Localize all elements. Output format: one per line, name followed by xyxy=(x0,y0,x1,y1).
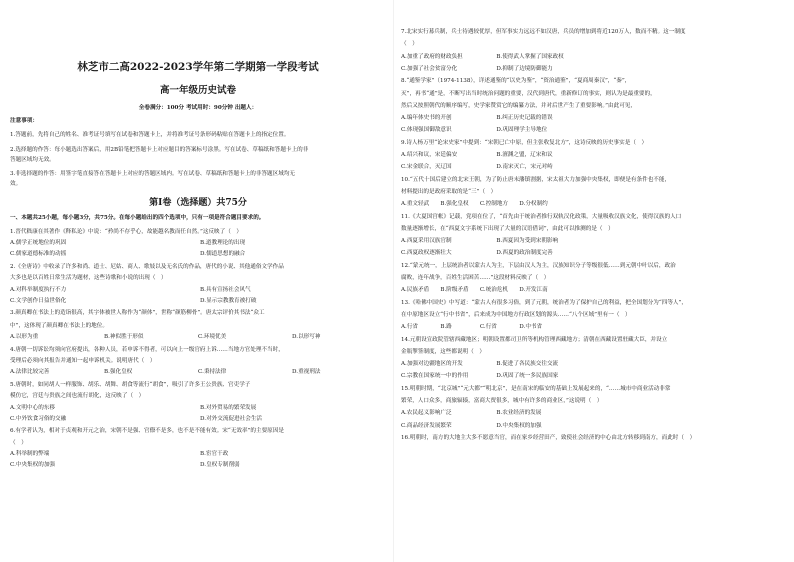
answer-option-row: C.宋金联合，灭辽国 D.南宋灭亡，宋元对峙 xyxy=(401,164,553,171)
answer-option: A.法律比较完善 xyxy=(10,369,50,376)
notice-item: 1.答题前，先将自己的姓名、准考证号填写在试卷和答题卡上，并将准考证号条形码粘贴在答题卡上的指定位置。 xyxy=(10,132,290,138)
question-stem: 数量逐渐增长，在“西夏文字系统下出现了大量的汉语借词”，由此可以推测的是（ ） xyxy=(401,225,614,232)
question-stem: 9.诗人杨万里“论宋史家”中提到：“宋朝已亡中原，但主张收复北方”，这诗反映的历史事实是（ ） xyxy=(401,139,648,146)
question-stem: 金瓶掣签制度，这些都说明（ ） xyxy=(401,348,485,355)
question-stem: （ ） xyxy=(401,41,418,48)
notice-item: 效。 xyxy=(10,181,22,187)
exam-meta: 全卷满分：100分 考试用时：90分钟 出题人： xyxy=(138,105,258,111)
question-stem: 1.晋代嵇康在其著作《释私论》中说：“矜尚不存乎心，故能越名教而任自然。”这反映了（ ） xyxy=(10,229,243,235)
notice-item: 3.非选择题的作答：用签字笔直接答在答题卡上对应的答题区域内。写在试卷、草稿纸和答题卡上的非答题区域均无 xyxy=(10,171,296,177)
answer-option-row: A.重文轻武 B.强化皇权 C.控制地方 D.分权制约 xyxy=(401,201,548,208)
answer-option-row: C.加强了社会贫富分化 D.抑制了边境防御能力 xyxy=(401,65,553,72)
question-stem: 腐败，连年战争，百姓生活困苦……”这段材料反映了（ ） xyxy=(401,275,550,281)
answer-option: C.秉持法律 xyxy=(198,369,227,376)
question-stem: 12.“蒙元统一，上层统治者以蒙古人为主，下层由汉人为主，汉族知识分子等级很低……到元朝中叶以后，政治 xyxy=(401,262,676,269)
exam-title: 林芝市二高2022-2023学年第二学期第一学段考试 xyxy=(77,61,319,73)
question-stem: 繁荣，人口众多，商旅辐辏，富商大贾很多，城中有许多的商业区，”这说明（ ） xyxy=(401,398,603,404)
answer-option-row: A.绍兴和议，宋廷偏安 B.澶渊之盟，辽宋和议 xyxy=(401,152,553,158)
question-stem: 在中原地区设立“行中书省”，后来成为中国地方行政区划的源头……“八个区域”里有一（ ） xyxy=(401,311,631,318)
section-heading: 第Ⅰ卷（选择题）共75分 xyxy=(149,198,247,208)
question-stem: 中”，这体现了颜真卿在书法上的地位。 xyxy=(10,323,108,330)
question-stem: 5.唐朝时，如同胡人一样服饰、胡乐、胡舞、胡食等流行“胡食”，吸引了许多王公贵族、官吏学子 xyxy=(10,382,251,389)
question-stem: 4.唐朝一切诉讼均须向官府提出，各种人员，若申诉不得者，可以向上一级官府上诉……当地方官处理不当时， xyxy=(10,347,284,353)
notice-item: 2.选择题的作答：每小题选出答案后，用2B铅笔把答题卡上对应题目的答案标号涂黑。写在试卷、草稿纸和答题卡上的非 xyxy=(10,147,309,153)
answer-option-row: C.西夏政权逐渐壮大 D.西夏的政治制度完善 xyxy=(401,250,553,257)
answer-option-row: A.加强对边疆地区的开发 B.促进了各民族交往交流 xyxy=(401,361,559,368)
question-stem: 11.《大夏国宫帐》记载，党项在位了，“首先由于统治者推行双轨汉化政策，大量吸收汉族文化，使得汉族的人口 xyxy=(401,213,682,220)
answer-option: D.以形写神 xyxy=(292,334,321,341)
question-stem: 16.明朝时，南方的大地主大多不愿意当官，而在家乡经营田产，致使社会经济的中心由北方转移到南方，而此时（ ） xyxy=(401,434,696,441)
answer-option: B.强化皇权 xyxy=(104,369,133,376)
question-stem: 13.《哈佛中国史》中写道：“蒙古人有很多习俗，到了元朝，统治者为了保护自己的利益，把全国划分为“四等人”， xyxy=(401,299,687,306)
answer-option-row: C.宗教在国家统一中的作用 D.巩固了统一多民族国家 xyxy=(401,373,559,380)
answer-option: C.环境优美 xyxy=(198,334,227,341)
answer-option: C.中央集权的加强 xyxy=(10,462,56,468)
notice-item: 答题区域均无效。 xyxy=(10,157,55,163)
answer-option: B.宦官干政 xyxy=(200,450,229,457)
answer-option-row: C.商品经济发展繁荣 D.中央集权的加强 xyxy=(401,422,542,429)
question-stem: 6.有学者认为，相对于贞观和开元之治，宋朝不是强、官僚不是多，也不是不能有效。宋“无效率”的主要原因是 xyxy=(10,428,284,435)
question-stem: 2.《全唐诗》中收录了许多和尚、道士、尼姑、商人、歌妓以及无名氏的作品，唐代的小说、其他通俗文学作品 xyxy=(10,264,284,271)
answer-option: A.儒学正统地位的巩固 xyxy=(10,240,67,247)
answer-option-row: A.西夏采用汉族官制 B.西夏因为受到宋朝影响 xyxy=(401,238,559,245)
question-stem: （ ） xyxy=(10,439,27,446)
question-stem: 然后又按照朝代的顺序编写，史学家赞赏它的编纂方法，并对后世产生了重要影响。”由此可见， xyxy=(401,102,636,109)
answer-option-row: A.农民起义影响广泛 B.农业经济的发展 xyxy=(401,410,542,417)
answer-option: D.皇权专制削弱 xyxy=(200,462,240,468)
answer-option: C.中外饮食习俗的交融 xyxy=(10,415,67,422)
answer-option-row: A.加重了政府的财政负担 B.使得武人掌握了国家政权 xyxy=(401,53,564,60)
notice-heading: 注意事项： xyxy=(10,118,38,124)
question-stem: 模仿它，宫廷与贵族之间也流行胡化，这反映了（ ） xyxy=(10,393,145,400)
question-stem: 7.北宋实行募兵制，兵士待遇较优厚，但军事实力远远不如汉唐，兵员的增加到将近120万人，数而不精。这一制度 xyxy=(401,29,686,35)
answer-option: C.儒家道德标准的动摇 xyxy=(10,251,67,258)
answer-option-row: C.体现强国御敌意识 D.巩固理学主导地位 xyxy=(401,127,548,134)
question-stem: 8.“通鉴学家”（1974-1138），详述通鉴的“以史为鉴”，“资治通鉴”，“夏商周秦汉”，“秦”， xyxy=(401,78,631,85)
exam-subtitle: 高一年级历史试卷 xyxy=(159,85,236,96)
question-stem: 15.明朝时期，“北京城”“元大都”“明北京”，是在南宋的临安的基础上发展起来的，“……城市中商业活动非常 xyxy=(401,385,671,392)
answer-option: A.文明中心的东移 xyxy=(10,404,55,411)
answer-option-row: A.编年体史书的开创 B.纠正历史记载的错误 xyxy=(401,115,553,122)
question-stem: 材料提出的是政府采取的是“三”（ ） xyxy=(401,188,497,195)
answer-option: A.以形为重 xyxy=(10,334,39,341)
question-stem: 大多也是以百姓日常生活为题材，这些诗歌和小说的出现（ ） xyxy=(10,275,167,282)
answer-option: B.神似胜于形似 xyxy=(104,334,144,341)
page-fold-divider xyxy=(393,0,394,562)
answer-option-row: A.民族矛盾 B.阶级矛盾 C.统治危机 D.开发江南 xyxy=(401,287,548,294)
answer-option: B.具有宣扬社会风气 xyxy=(200,286,251,293)
answer-option: A.科举制的弊端 xyxy=(10,450,50,457)
question-stem: 受理后必须向其报告并通知一起申诉机关。说明唐代（ ） xyxy=(10,358,156,365)
question-stem: 10.“五代十国后建立的北宋王朝，为了防止唐末藩镇割据，宋太祖大力加强中央集权，即便是有条件也不能， xyxy=(401,176,671,183)
question-stem: 灭”，再书“通”是，不断写出当时统治问题的重要，汉代到唐代，重新修订的事实，则认为是最重要的， xyxy=(401,90,656,97)
answer-option-row: A.行省 B.路 C.行省 D.中书省 xyxy=(401,324,543,331)
section-instruction: 一、本题共25小题，每小题3分，共75分。在每小题给出的四个选项中，只有一项是符合题目要求的。 xyxy=(10,215,265,221)
answer-option: B.对外贸易的繁荣发展 xyxy=(200,404,257,411)
answer-option: C.文学创作日益世俗化 xyxy=(10,297,67,304)
answer-option: D.显示宗教教育被打破 xyxy=(200,297,257,304)
question-stem: 3.颜真卿在书法上的造诣很高，其字体被世人称作为“颜体”，世称“颜筋柳骨”。唐太宗评价其书法“众工 xyxy=(10,310,265,317)
answer-option: B.道教理论的出现 xyxy=(200,240,246,247)
answer-option: D.对外交流促进社会生活 xyxy=(200,415,263,422)
question-stem: 14.元朝设宣政院管辖西藏地区；明朝设置都司卫所等机构管理西藏地方；清朝在西藏设置驻藏大臣，并设立 xyxy=(401,336,668,343)
answer-option: A.对科举制度执行不力 xyxy=(10,286,67,293)
answer-option: D.重视刑法 xyxy=(292,369,321,376)
answer-option: D.儒道思想的融合 xyxy=(200,251,246,258)
